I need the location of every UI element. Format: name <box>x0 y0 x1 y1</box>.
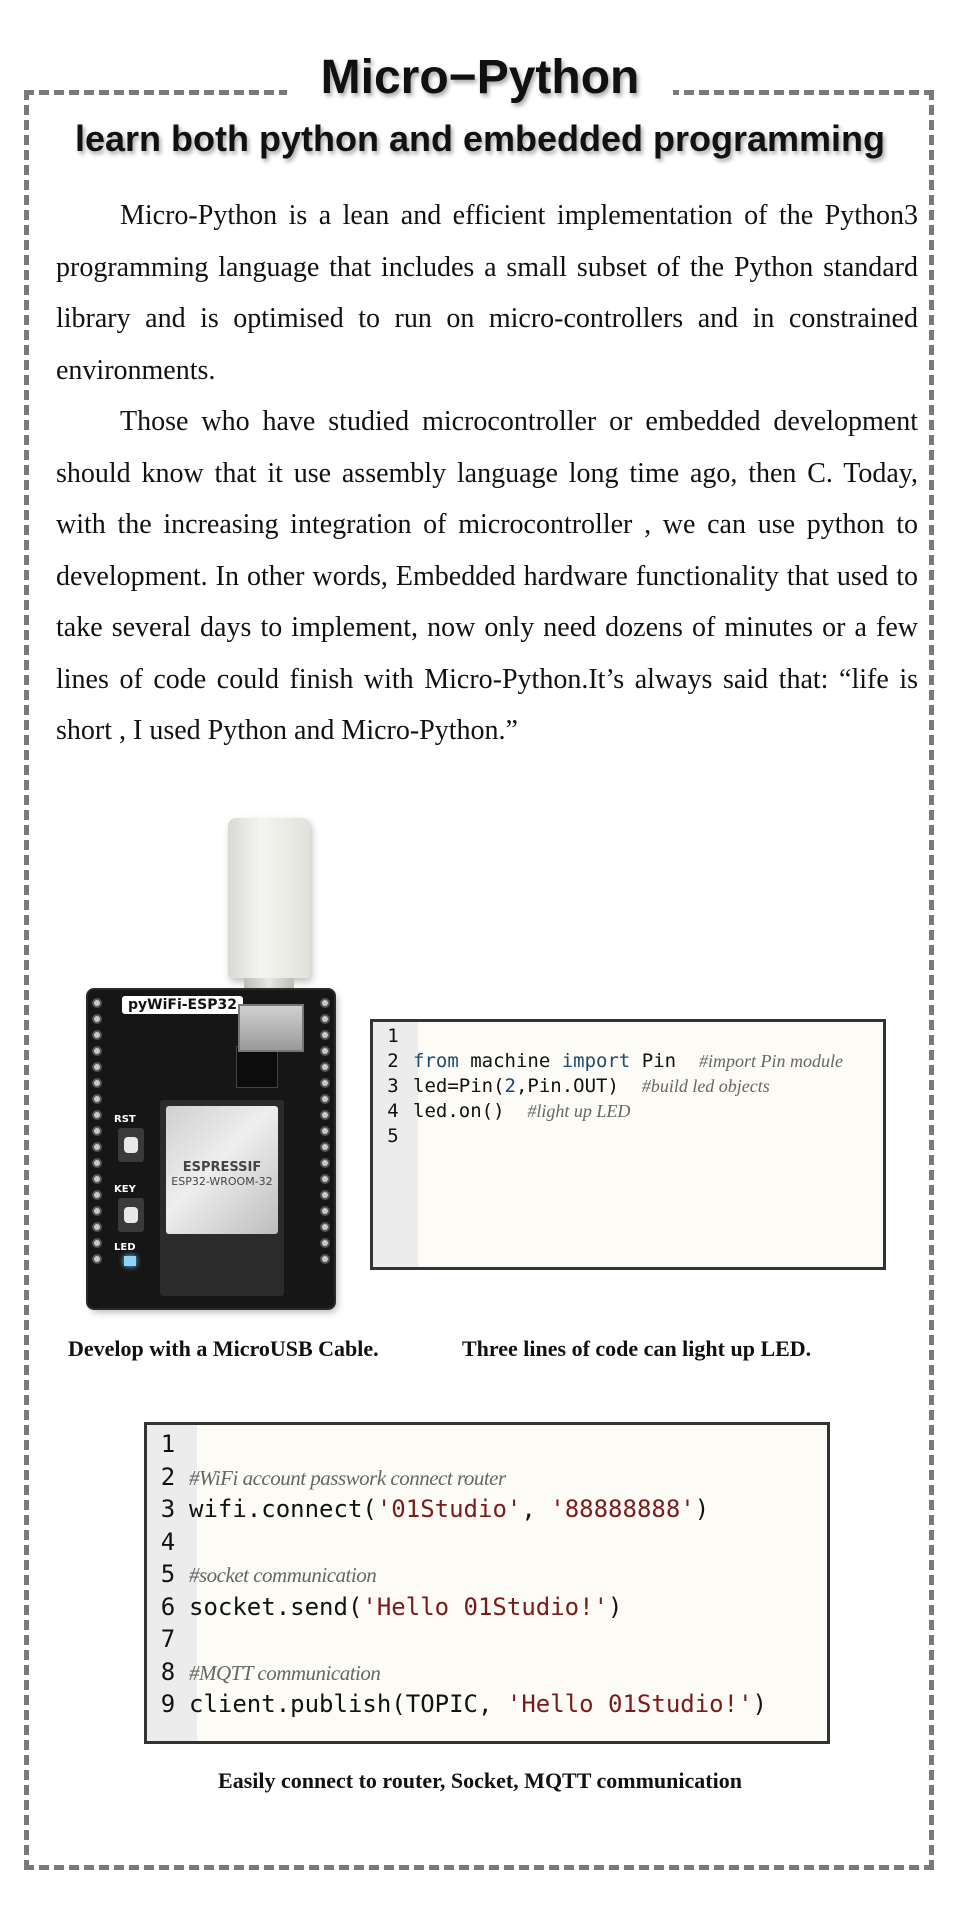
code-comment: #socket communication <box>189 1563 377 1587</box>
code-token: , <box>521 1495 551 1523</box>
header-pin <box>92 1126 102 1136</box>
code-token: 'Hello 01Studio!' <box>362 1592 609 1621</box>
rst-button <box>118 1128 144 1162</box>
code-token: ) <box>752 1690 767 1718</box>
line-number: 4 <box>387 1100 399 1122</box>
line-number: 5 <box>160 1560 176 1588</box>
code-token: 2 <box>504 1075 516 1097</box>
code-line <box>373 1099 883 1124</box>
header-pin <box>92 1142 102 1152</box>
header-pin <box>320 1030 330 1040</box>
header-pin <box>320 1174 330 1184</box>
header-pin <box>320 1078 330 1088</box>
module-shield <box>166 1106 278 1234</box>
code-token: 'Hello 01Studio!' <box>506 1690 753 1718</box>
title-text: Micro−Python <box>287 51 674 104</box>
code-comment: #MQTT communication <box>189 1660 381 1685</box>
header-pin <box>92 1030 102 1040</box>
line-number: 9 <box>160 1690 176 1718</box>
module-text: ESP32-WROOM-32 <box>171 1175 273 1188</box>
line-number: 7 <box>160 1625 176 1653</box>
header-pin <box>320 1046 330 1056</box>
usb-cable-connector <box>228 818 310 978</box>
vendor-text: ESPRESSIF <box>182 1160 262 1175</box>
usb-serial-chip <box>236 1046 278 1088</box>
key-label: KEY <box>114 1184 136 1195</box>
led-code-block <box>370 1019 886 1270</box>
line-number: 8 <box>160 1657 176 1686</box>
code-line <box>373 1074 883 1099</box>
header-pin <box>320 1126 330 1136</box>
code-line <box>147 1526 827 1558</box>
code2-caption: Easily connect to router, Socket, MQTT communication <box>218 1768 742 1793</box>
intro-text <box>56 190 918 757</box>
page-subtitle: learn both python and embedded programming <box>74 118 886 159</box>
header-pin <box>92 1238 102 1248</box>
board-caption: Develop with a MicroUSB Cable. <box>68 1336 379 1361</box>
code-line <box>147 1623 827 1655</box>
code-comment: #light up LED <box>527 1101 631 1121</box>
code-token: '88888888' <box>550 1495 695 1523</box>
code1-caption: Three lines of code can light up LED. <box>462 1336 812 1361</box>
code-token: led.on() <box>413 1100 528 1122</box>
right-pin-header <box>320 998 330 1264</box>
code-line <box>373 1049 883 1074</box>
code-line <box>147 1428 827 1460</box>
header-pin <box>320 1014 330 1024</box>
header-pin <box>320 1222 330 1232</box>
header-pin <box>320 1190 330 1200</box>
header-pin <box>320 1062 330 1072</box>
line-number: 4 <box>160 1527 176 1556</box>
code-line <box>147 1558 827 1590</box>
header-pin <box>92 1062 102 1072</box>
header-pin <box>92 1078 102 1088</box>
rst-label: RST <box>114 1114 136 1125</box>
code-line <box>147 1656 827 1688</box>
code-token: ) <box>694 1495 710 1523</box>
key-button <box>118 1198 144 1232</box>
header-pin <box>92 1014 102 1024</box>
header-pin <box>92 1158 102 1168</box>
code-token: ,Pin.OUT) <box>515 1075 642 1097</box>
code-token: from <box>413 1050 459 1072</box>
header-pin <box>320 1094 330 1104</box>
header-pin <box>320 1142 330 1152</box>
micro-usb-port <box>238 1004 304 1052</box>
code-line <box>147 1461 827 1493</box>
header-pin <box>320 998 330 1008</box>
line-number: 5 <box>387 1125 399 1147</box>
line-number: 6 <box>160 1592 176 1621</box>
code-line <box>373 1124 883 1149</box>
header-pin <box>92 1094 102 1104</box>
led-label: LED <box>114 1242 136 1253</box>
header-pin <box>92 1110 102 1120</box>
header-pin <box>92 1254 102 1264</box>
header-pin <box>320 1254 330 1264</box>
line-number: 2 <box>387 1050 399 1072</box>
page-title <box>0 50 960 105</box>
code-line <box>373 1024 883 1049</box>
header-pin <box>92 1174 102 1184</box>
header-pin <box>92 1222 102 1232</box>
line-number: 1 <box>387 1025 399 1047</box>
wifi-module <box>160 1100 284 1296</box>
code-comment: #import Pin module <box>699 1051 843 1071</box>
code-token: led=Pin( <box>413 1075 505 1097</box>
line-number: 1 <box>160 1430 176 1458</box>
paragraph-2: Those who have studied microcontroller or embedded development should know that it use assembly language long time ago, then C. Today, with the increasing integration of microcontroller , we can use python to development. In other words, Embedded hardware functionality that used to take several days to implement, now only need dozens of minutes or a few lines of code could finish with Micro-Python.It’s always said that: “life is short , I used Python and Micro-Python.” <box>56 406 918 746</box>
header-pin <box>320 1238 330 1248</box>
board-name-label: pyWiFi-ESP32 <box>122 996 243 1014</box>
code-token: '01Studio' <box>376 1495 522 1523</box>
code-token: wifi.connect( <box>189 1495 377 1523</box>
code-token: ) <box>608 1592 623 1621</box>
code-token: import <box>561 1050 631 1072</box>
header-pin <box>92 1046 102 1056</box>
esp32-board-image <box>88 818 348 1308</box>
header-pin <box>320 1206 330 1216</box>
onboard-led <box>124 1256 136 1266</box>
header-pin <box>92 998 102 1008</box>
left-pin-header <box>92 998 102 1264</box>
line-number: 2 <box>160 1462 176 1491</box>
header-pin <box>320 1158 330 1168</box>
line-number: 3 <box>387 1075 399 1097</box>
paragraph-1: Micro-Python is a lean and efficient implementation of the Python3 programming language that includes a small subset of the Python standard library and is optimised to run on micro-controllers and in constrained environments. <box>56 200 918 386</box>
code-line <box>147 1591 827 1623</box>
code-token: client.publish(TOPIC, <box>189 1690 507 1718</box>
code-token: Pin <box>630 1050 699 1072</box>
code-comment: #build led objects <box>641 1076 770 1096</box>
header-pin <box>320 1110 330 1120</box>
code-token: socket.send( <box>189 1592 363 1621</box>
code-line <box>147 1493 827 1525</box>
code-token: machine <box>458 1050 562 1072</box>
header-pin <box>92 1190 102 1200</box>
code-line <box>147 1688 827 1720</box>
line-number: 3 <box>160 1495 176 1523</box>
code-comment: #WiFi account passwork connect router <box>189 1465 506 1490</box>
network-code-block <box>144 1422 830 1744</box>
header-pin <box>92 1206 102 1216</box>
